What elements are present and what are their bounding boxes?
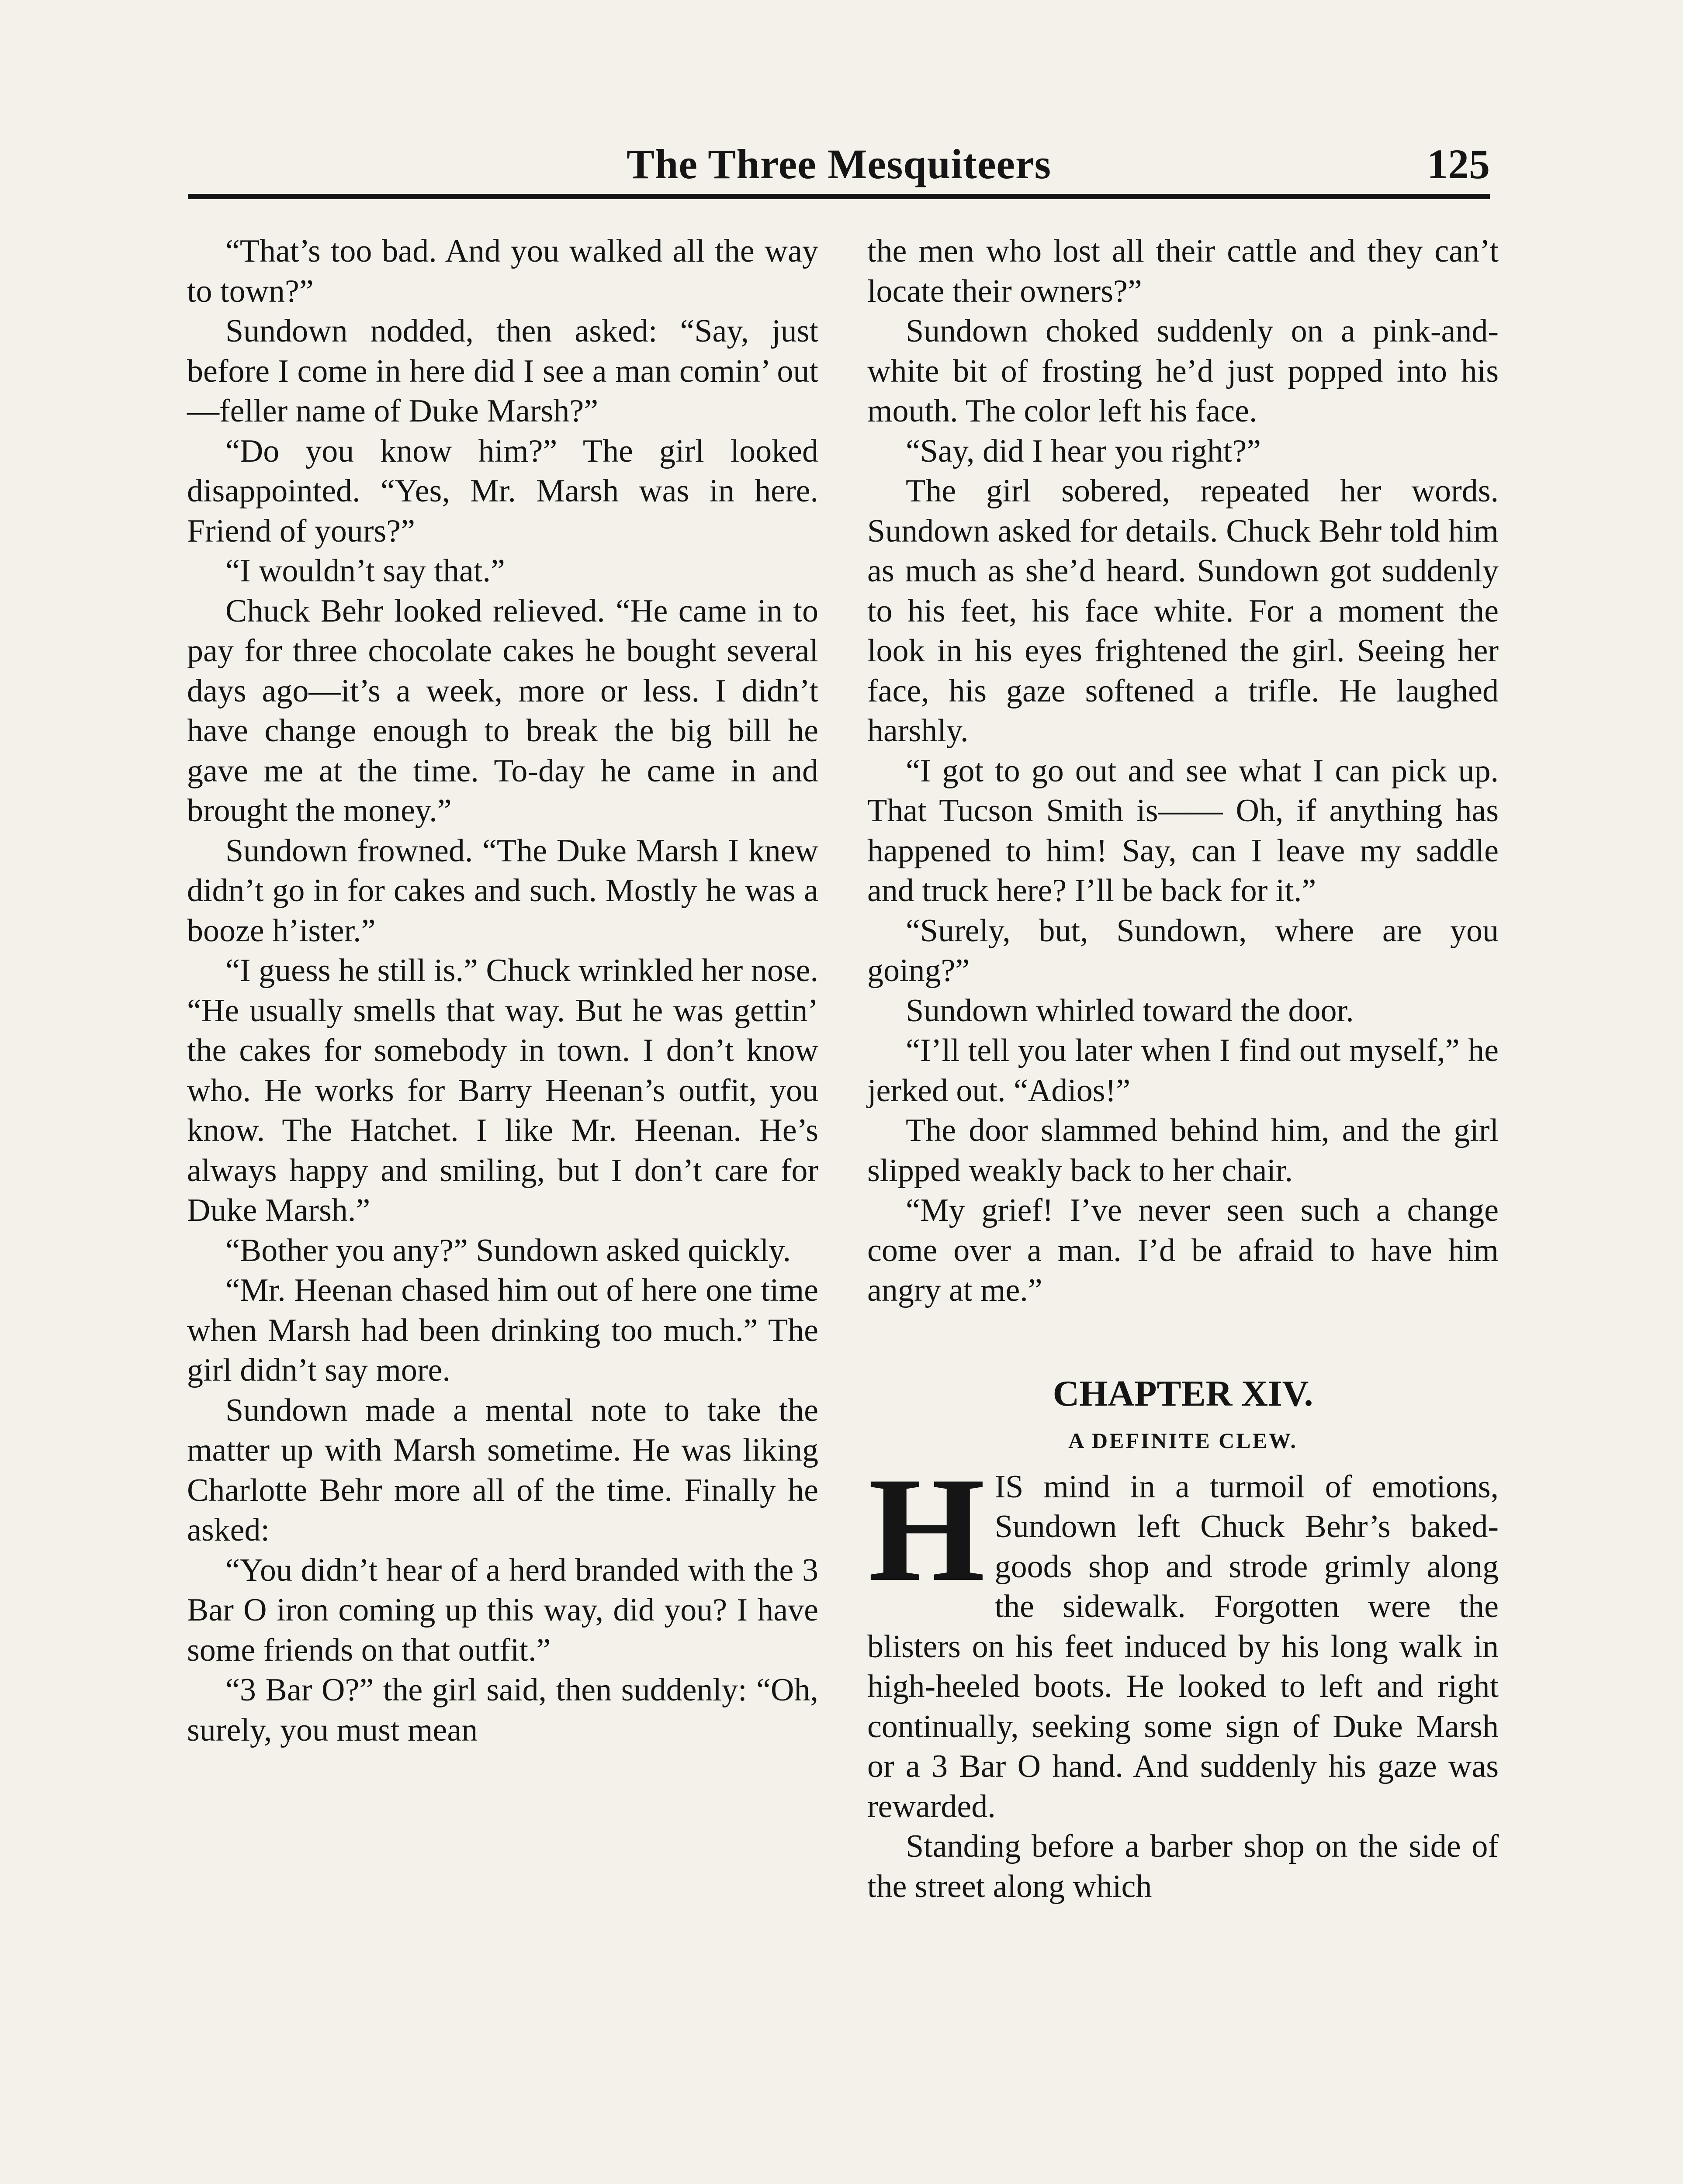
paragraph-continued: the men who lost all their cattle and they can’t locate their owners?” xyxy=(867,233,1499,309)
paragraph: “My grief! I’ve never seen such a change come over a man. I’d be afraid to have him angry at me.” xyxy=(867,1192,1499,1308)
paragraph: Standing before a barber shop on the side of the street along which xyxy=(867,1828,1499,1904)
paragraph: “I got to go out and see what I can pick up. That Tucson Smith is—— Oh, if anything has happened to him! Say, can I leave my saddle and truck here? I’ll be back for it.” xyxy=(867,753,1499,909)
page-number: 125 xyxy=(1427,141,1490,187)
paragraph: “Say, did I hear you right?” xyxy=(906,433,1261,469)
paragraph: Sundown frowned. “The Duke Marsh I knew didn’t go in for cakes and such. Mostly he was a booze h’ister.” xyxy=(187,833,818,949)
paragraph: Chuck Behr looked relieved. “He came in to pay for three chocolate cakes he bought several days ago—it’s a week, more or less. I didn’t have change enough to break the big bill he gave me at the time. To-day he came in and brought the money.” xyxy=(187,593,818,829)
left-column xyxy=(187,232,818,1750)
paragraph: “Bother you any?” Sundown asked quickly. xyxy=(225,1232,791,1268)
paragraph: Sundown choked suddenly on a pink-and-white bit of frosting he’d just popped into his mouth. The color left his face. xyxy=(867,313,1499,429)
paragraph: “3 Bar O?” the girl said, then suddenly: “Oh, surely, you must mean xyxy=(187,1672,818,1748)
running-header xyxy=(188,140,1490,197)
right-column xyxy=(867,232,1499,1907)
paragraph: “Mr. Heenan chased him out of here one time when Marsh had been drinking too much.” The girl didn’t say more. xyxy=(187,1272,818,1388)
paragraph: “Surely, but, Sundown, where are you going?” xyxy=(867,912,1499,988)
lead-text: IS mind in a turmoil of emotions, Sundown left Chuck Behr’s baked-goods shop and strode grimly along the sidewalk. Forgotten were the blisters on his feet induced by his long walk in high-heeled boots. He looked to left and right continually, seeking some sign of Duke Marsh or a 3 Bar O hand. And suddenly his gaze was rewarded. xyxy=(867,1469,1499,1825)
paragraph: “Do you know him?” The girl looked disappointed. “Yes, Mr. Marsh was in here. Friend of yours?” xyxy=(187,433,818,549)
chapter-heading: CHAPTER XIV. xyxy=(1053,1373,1313,1414)
paragraph: The door slammed behind him, and the girl slipped weakly back to her chair. xyxy=(867,1113,1499,1189)
paragraph: “You didn’t hear of a herd branded with the 3 Bar O iron coming up this way, did you? I have some friends on that outfit.” xyxy=(187,1552,818,1668)
paragraph: “I wouldn’t say that.” xyxy=(225,553,505,589)
paragraph: Sundown whirled toward the door. xyxy=(906,992,1354,1029)
paragraph: “I guess he still is.” Chuck wrinkled her nose. “He usually smells that way. But he was gettin’ the cakes for somebody in town. I don’t know who. He works for Barry Heenan’s outfit, you know. The Hatchet. I like Mr. Heenan. He’s always happy and smiling, but I don’t care for Duke Marsh.” xyxy=(187,953,818,1228)
paragraph: The girl sobered, repeated her words. Sundown asked for details. Chuck Behr told him as much as she’d heard. Sundown got suddenly to his feet, his face white. For a moment the look in his eyes frightened the girl. Seeing her face, his gaze softened a trifle. He laughed harshly. xyxy=(867,473,1499,749)
paragraph: Sundown nodded, then asked: “Say, just before I come in here did I see a man comin’ out—feller name of Duke Marsh?” xyxy=(187,313,818,429)
chapter-subtitle: A DEFINITE CLEW. xyxy=(1068,1428,1298,1453)
drop-cap: H xyxy=(868,1446,985,1613)
paragraph: “That’s too bad. And you walked all the way to town?” xyxy=(187,233,818,309)
running-title: The Three Mesquiteers xyxy=(627,141,1051,187)
chapter-lead-paragraph xyxy=(867,1446,1499,1827)
paragraph: Sundown made a mental note to take the matter up with Marsh sometime. He was liking Charlotte Behr more all of the time. Finally he asked: xyxy=(187,1392,818,1548)
header-rule xyxy=(188,194,1490,199)
paragraph: “I’ll tell you later when I find out myself,” he jerked out. “Adios!” xyxy=(867,1033,1499,1109)
